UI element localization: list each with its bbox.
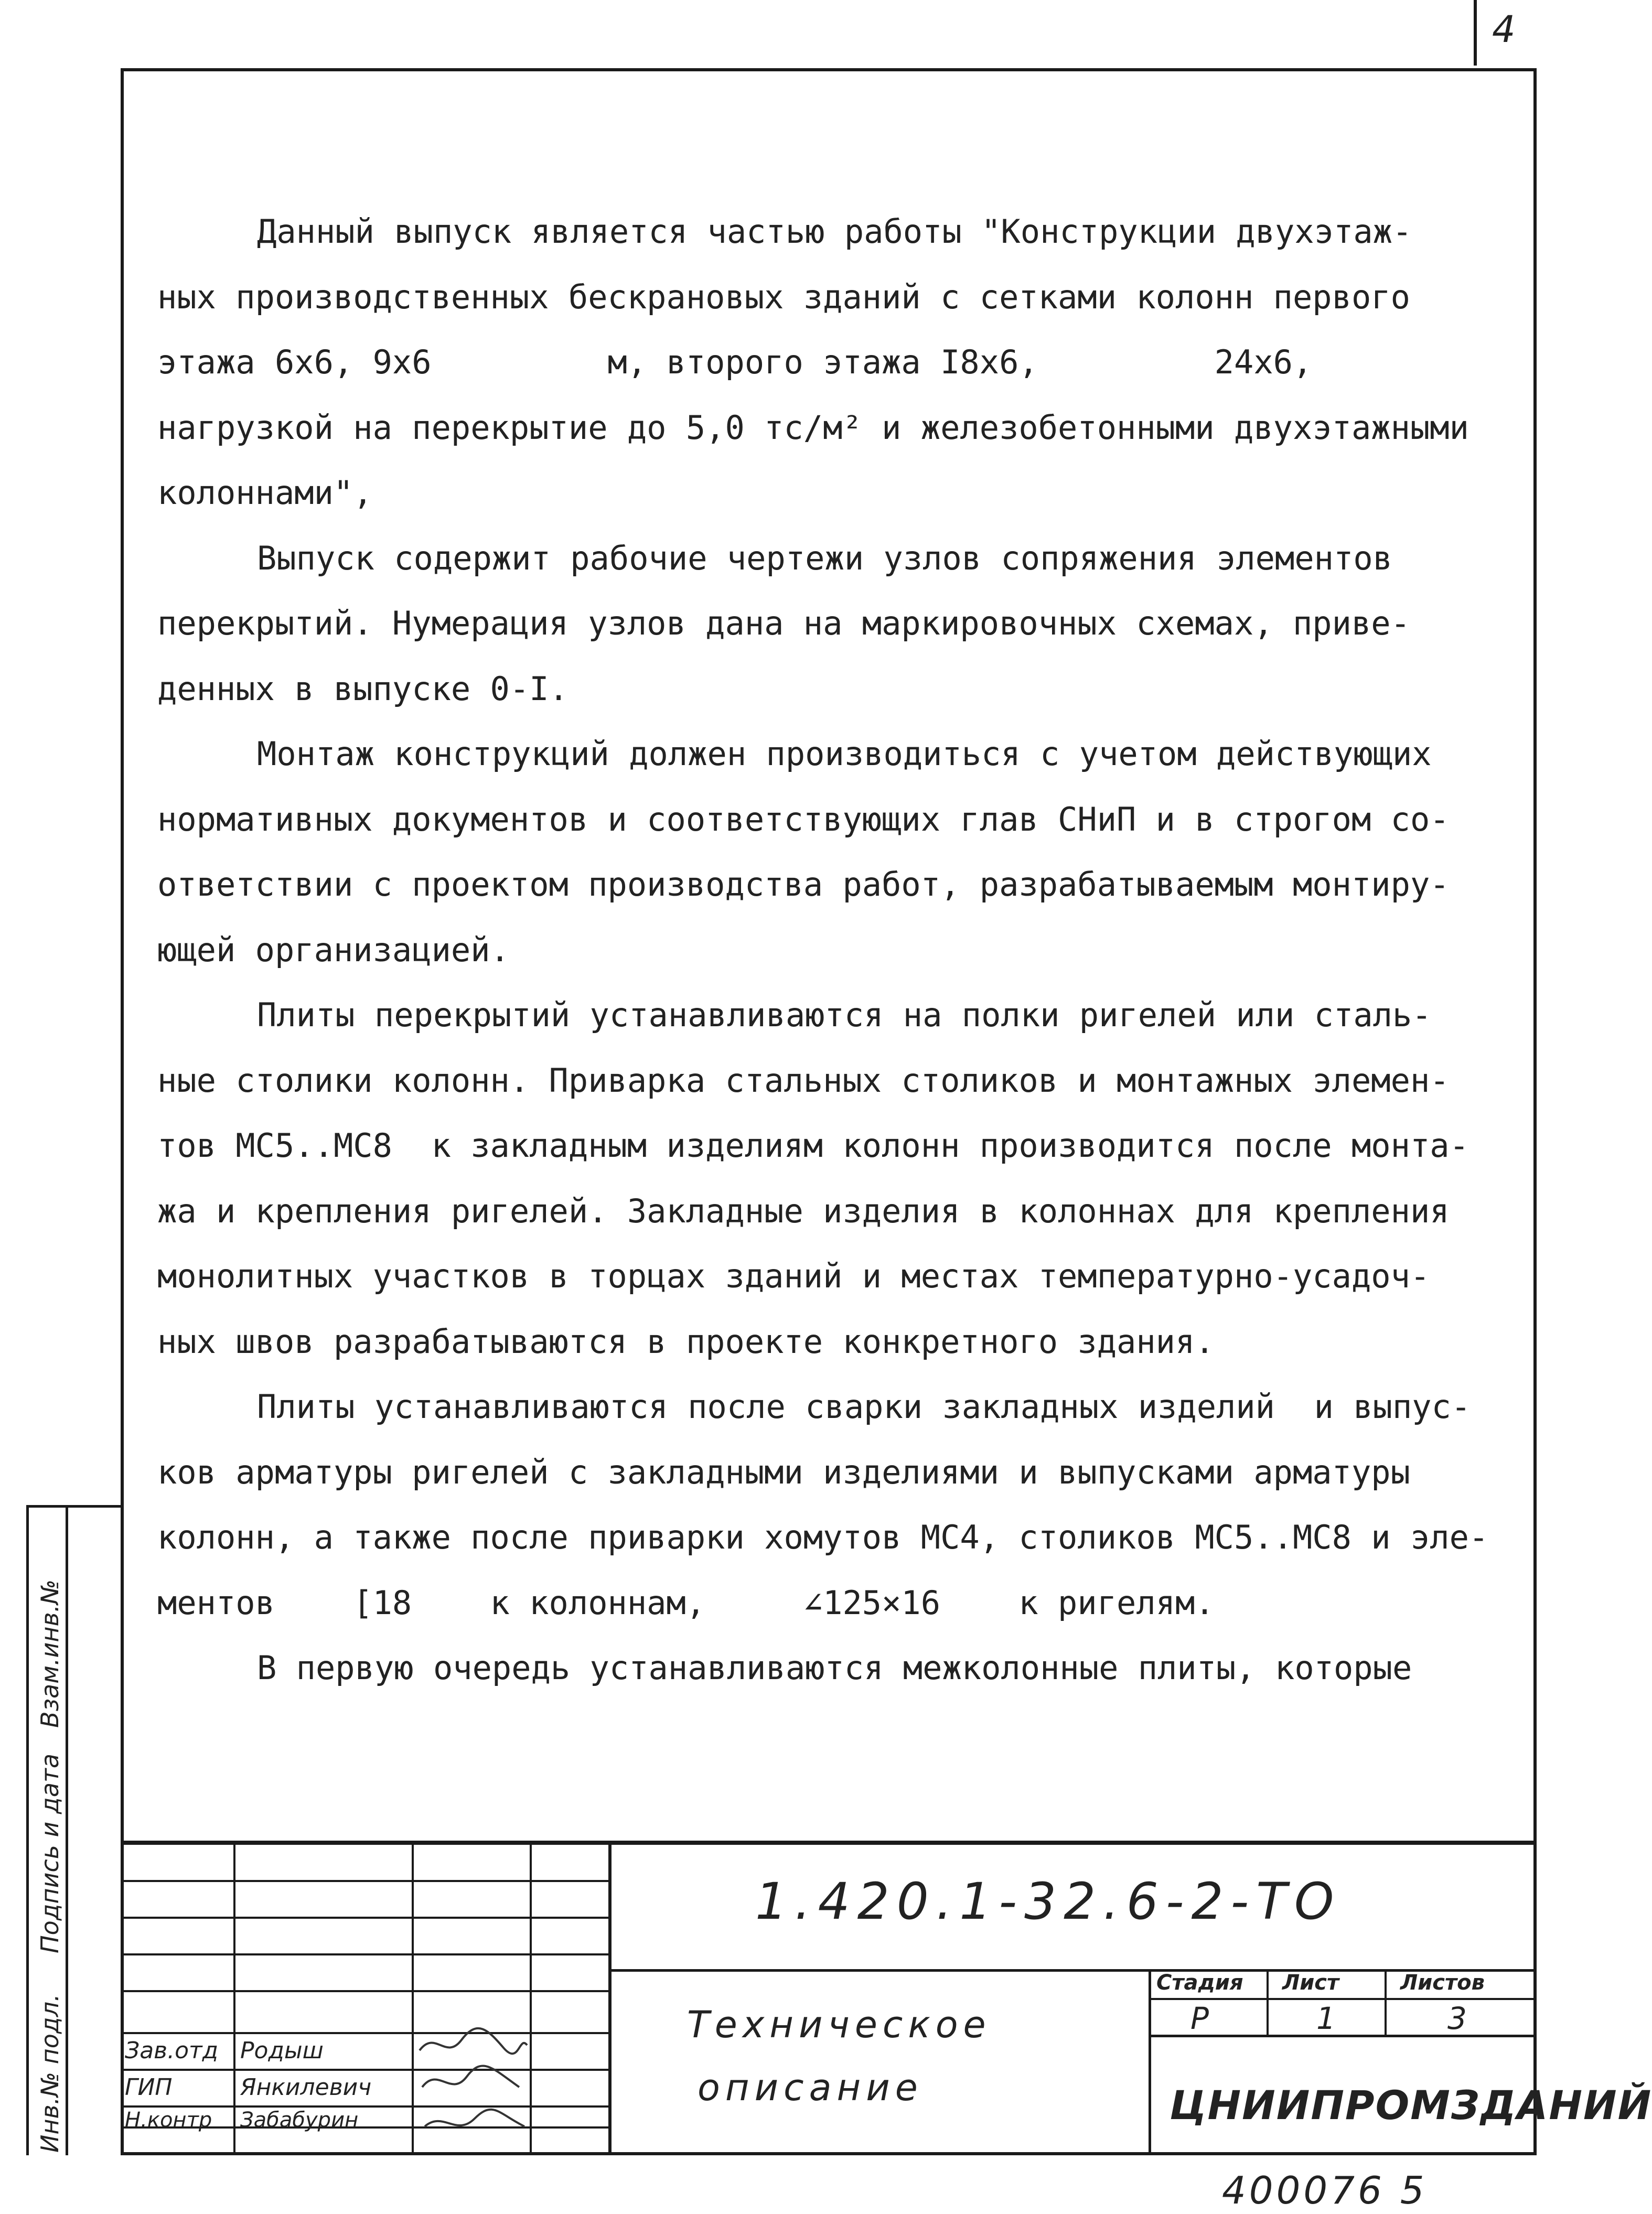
grid-line (1149, 1969, 1151, 2155)
text-line: ответствии с проектом производства работ, разрабатываемым монтиру- (157, 865, 1450, 904)
text-line: Монтаж конструкций должен производиться с учетом действующих (257, 735, 1432, 773)
role-label: ГИП (125, 2074, 173, 2101)
grid-line (121, 2105, 608, 2108)
text-line: ков арматуры ригелей с закладными изделиями и выпусками арматуры (157, 1453, 1410, 1491)
page-number: 4 (1492, 8, 1516, 51)
signer-name: Родыш (240, 2037, 324, 2064)
side-label-sign: Подпись и дата (36, 1753, 64, 1953)
side-strip-divider (66, 1508, 68, 2155)
signature-stroke (420, 2028, 527, 2054)
paragraph-1 (157, 199, 1500, 526)
text-line: монолитных участков в торцах зданий и местах температурно-усадоч- (157, 1257, 1430, 1295)
side-strip (26, 1505, 121, 2155)
signer-name: Янкилевич (240, 2074, 372, 2101)
grid-line (1385, 1969, 1387, 2037)
paragraph-2 (157, 526, 1500, 722)
sheet-value: 1 (1316, 2001, 1336, 2036)
grid-line (121, 2032, 608, 2034)
side-label-container (31, 1738, 66, 1959)
side-label-container (31, 1508, 66, 1738)
text-line: ных производственных бескрановых зданий с сетками колонн первого (157, 277, 1410, 316)
corner-mark (1474, 0, 1477, 66)
title-block (121, 1841, 1652, 2155)
text-line: этажа 6х6, 9х6 м, второго этажа I8х6, 24х6, (157, 343, 1313, 381)
title-block-top-line (121, 1841, 1537, 1845)
grid-line (1149, 1998, 1537, 2000)
document-designation: 1.420.1-32.6-2-ТО (755, 1872, 1342, 1931)
organization-name: ЦНИИПРОМЗДАНИЙ (1170, 2082, 1652, 2129)
grid-line (121, 1953, 608, 1955)
grid-line (530, 1841, 532, 2155)
text-line: нормативных документов и соответствующих глав СНиП и в строгом со- (157, 800, 1450, 839)
stage-value: Р (1190, 2001, 1209, 2036)
stage-header: Стадия (1156, 1971, 1243, 1995)
grid-line (121, 1990, 608, 1992)
grid-line (233, 1841, 235, 2155)
text-line: колонн, а также после приварки хомутов МС4, столиков МС5..МС8 и эле- (157, 1518, 1489, 1556)
grid-line (412, 1841, 414, 2155)
body-text (157, 199, 1500, 1701)
text-line: ющей организацией. (157, 930, 510, 969)
side-label-inv-orig: Инв.№ подл. (36, 1994, 64, 2153)
signatures-drawing (414, 1998, 530, 2155)
grid-line (608, 1969, 1537, 1972)
text-line: денных в выпуске 0-I. (157, 669, 568, 708)
role-label: Н.контр (125, 2108, 212, 2132)
text-line: колоннами", (157, 474, 373, 512)
grid-line (1267, 1969, 1269, 2037)
signer-name: Забабурин (240, 2108, 359, 2132)
side-label-container (31, 1959, 66, 2158)
grid-line (608, 1841, 612, 2155)
text-line: ные столики колонн. Приварка стальных столиков и монтажных элемен- (157, 1061, 1450, 1100)
sheets-value: 3 (1447, 2001, 1467, 2036)
paragraph-3 (157, 722, 1500, 983)
sheet-header: Лист (1282, 1971, 1339, 1995)
document-title-line1: Техническое (687, 2003, 991, 2046)
grid-line (121, 2069, 608, 2071)
text-line: Данный выпуск является частью работы "Конструкции двухэтаж- (257, 212, 1412, 251)
grid-line (121, 1917, 608, 1919)
text-line: жа и крепления ригелей. Закладные изделия в колоннах для крепления (157, 1191, 1450, 1230)
text-line: ных швов разрабатываются в проекте конкретного здания. (157, 1322, 1215, 1361)
text-line: Плиты перекрытий устанавливаются на полки ригелей или сталь- (257, 996, 1432, 1034)
document-title-line2: описание (698, 2066, 923, 2109)
text-line: ментов [18 к колоннам, ∠125×16 к ригелям. (157, 1583, 1215, 1622)
text-line: Выпуск содержит рабочие чертежи узлов сопряжения элементов (257, 539, 1392, 577)
signature-stroke (422, 2066, 519, 2087)
text-line: Плиты устанавливаются после сварки закладных изделий и выпус- (257, 1388, 1471, 1426)
archive-number: 400076 5 (1222, 2168, 1428, 2212)
paragraph-5 (157, 1374, 1500, 1636)
paragraph-4 (157, 983, 1500, 1374)
text-line: В первую очередь устанавливаются межколонные плиты, которые (257, 1649, 1412, 1687)
paragraph-6 (157, 1636, 1500, 1701)
grid-line (121, 1880, 608, 1882)
text-line: перекрытий. Нумерация узлов дана на маркировочных схемах, приве- (157, 604, 1410, 642)
signature-stroke (425, 2110, 524, 2126)
role-label: Зав.отд (125, 2037, 219, 2064)
text-line: тов МС5..МС8 к закладным изделиям колонн производится после монта- (157, 1126, 1469, 1165)
sheets-header: Листов (1400, 1971, 1485, 1995)
side-label-inv: Взам.инв.№ (36, 1579, 64, 1728)
text-line: нагрузкой на перекрытие до 5,0 тс/м² и железобетонными двухэтажными (157, 408, 1469, 447)
